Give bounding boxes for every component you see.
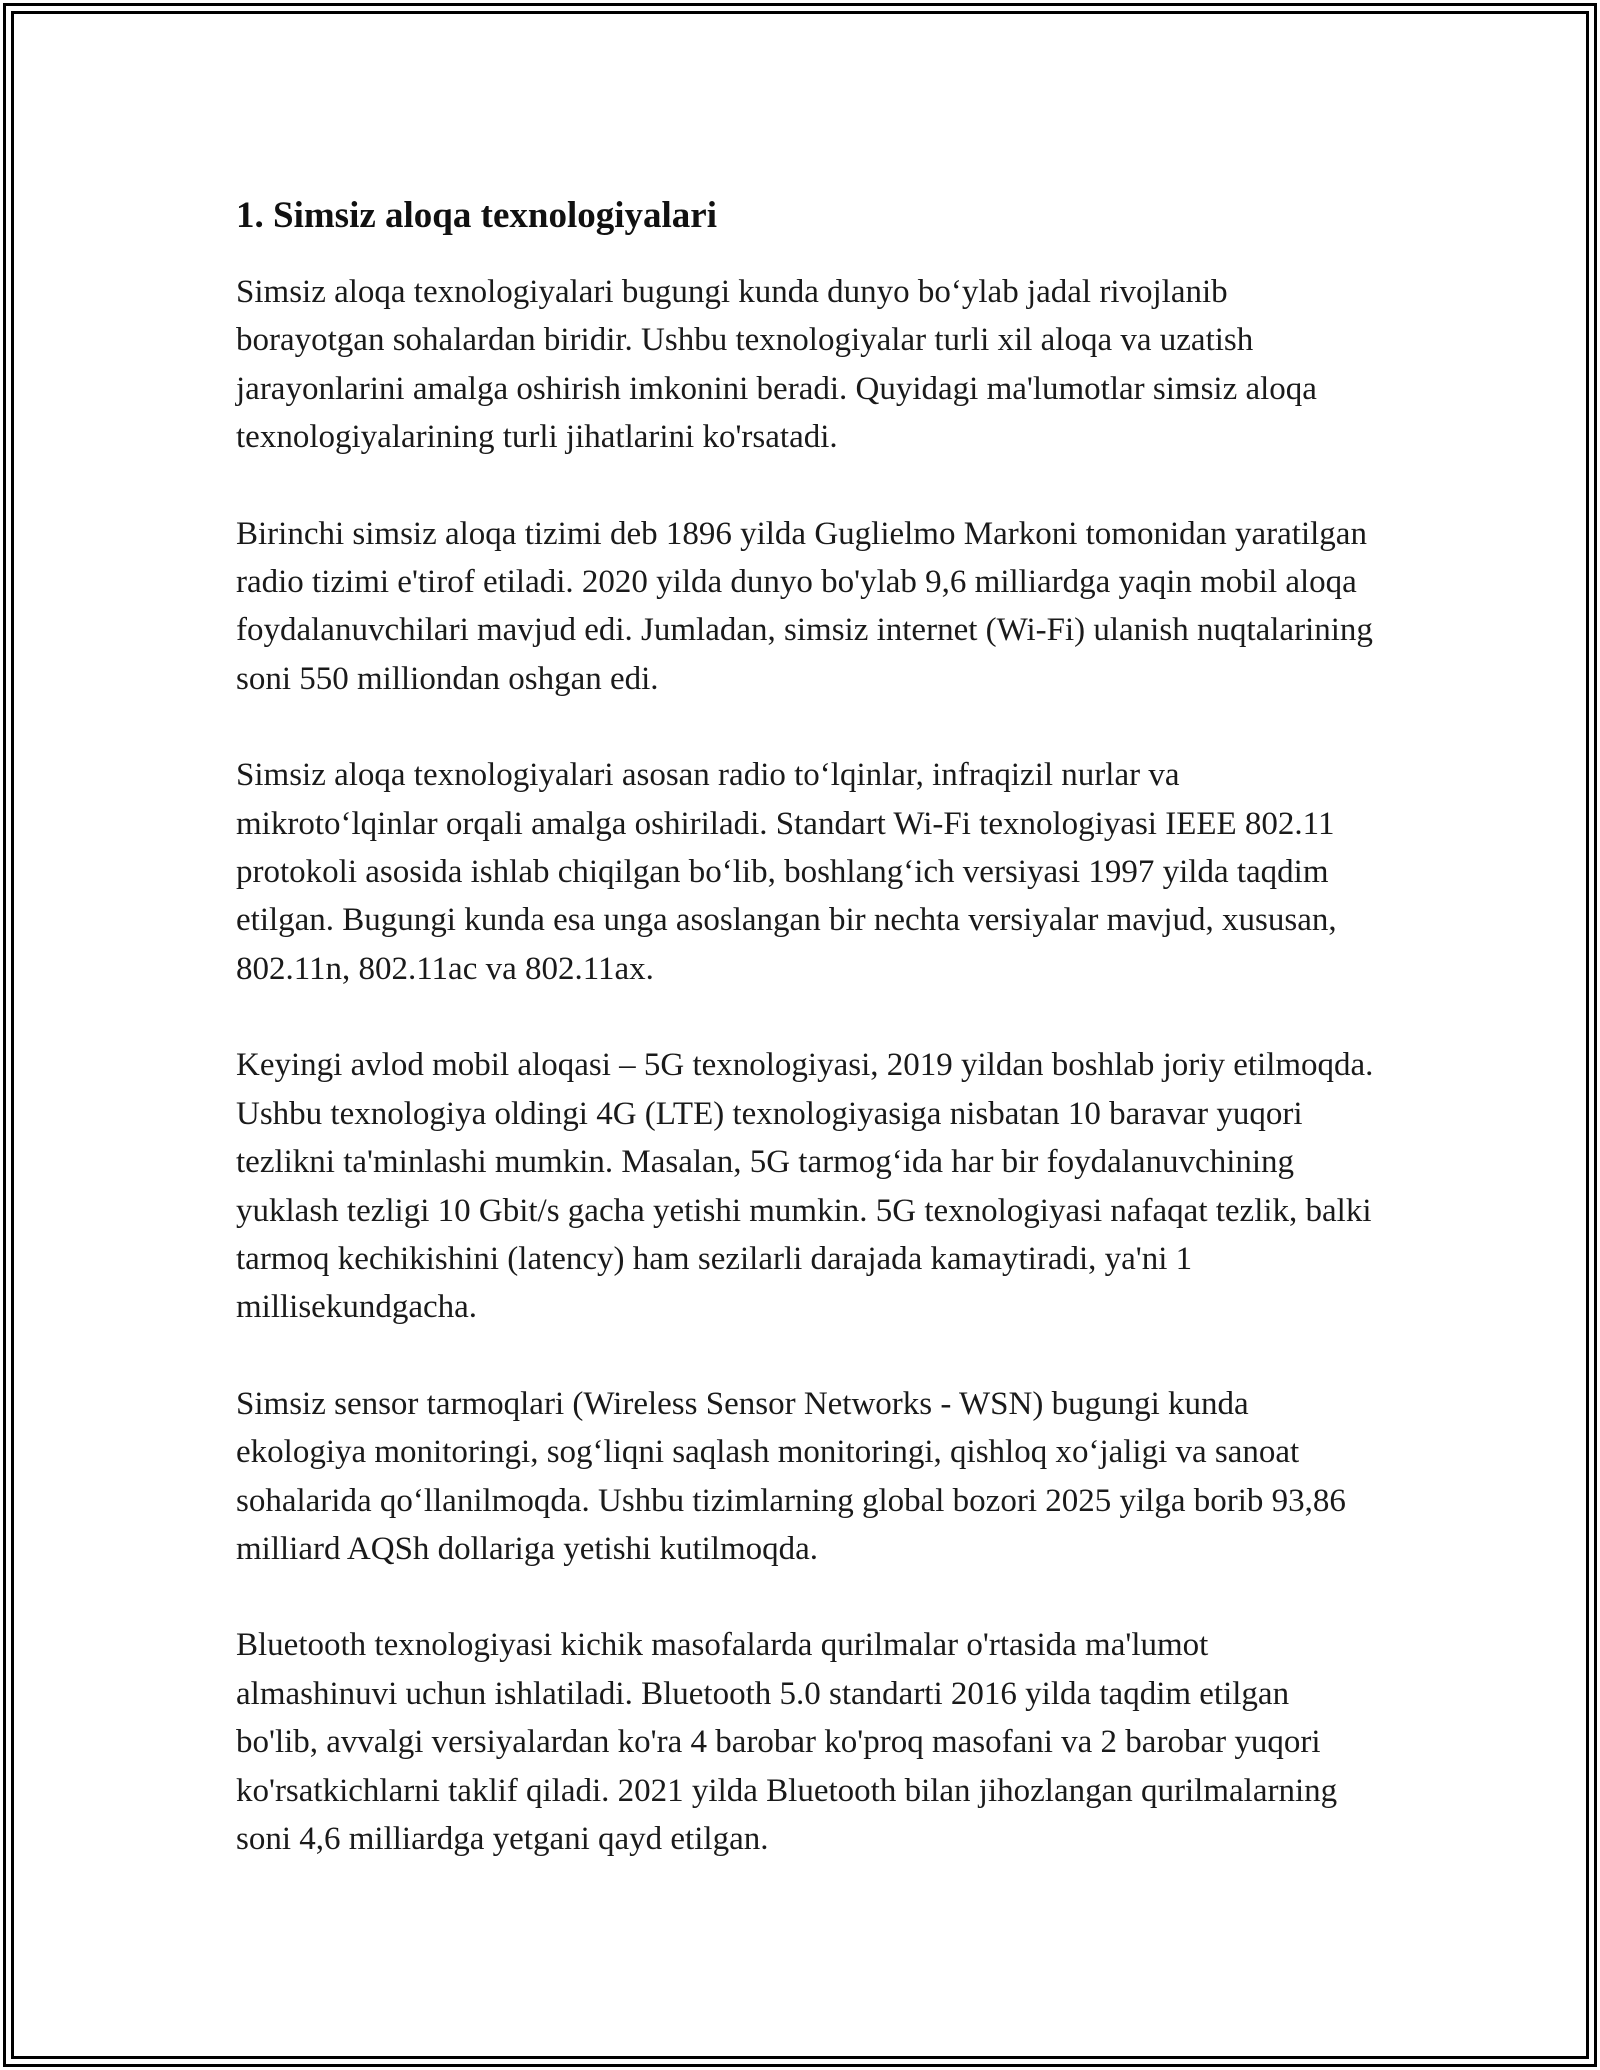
document-body (236, 188, 1376, 1911)
paragraph-intro: Simsiz aloqa texnologiyalari bugungi kunda dunyo bo‘ylab jadal rivojlanib borayotgan sohalardan biridir. Ushbu texnologiyalar turli xil aloqa va uzatish jarayonlarini amalga oshirish imkonini beradi. Quyidagi ma'lumotlar simsiz aloqa texnologiyalarining turli jihatlarini ko'rsatadi. (236, 274, 1317, 456)
paragraph-wifi: Simsiz aloqa texnologiyalari asosan radio to‘lqinlar, infraqizil nurlar va mikroto‘lqinlar orqali amalga oshiriladi. Standart Wi-Fi texnologiyasi IEEE 802.11 protokoli asosida ishlab chiqilgan bo‘lib, boshlang‘ich versiyasi 1997 yilda taqdim etilgan. Bugungi kunda esa unga asoslangan bir nechta versiyalar mavjud, xususan, 802.11n, 802.11ac va 802.11ax. (236, 757, 1337, 987)
paragraph-5g: Keyingi avlod mobil aloqasi – 5G texnologiyasi, 2019 yildan boshlab joriy etilmoqda. Ushbu texnologiya oldingi 4G (LTE) texnologiyasiga nisbatan 10 baravar yuqori tezlikni ta'minlashi mumkin. Masalan, 5G tarmog‘ida har bir foydalanuvchining yuklash tezligi 10 Gbit/s gacha yetishi mumkin. 5G texnologiyasi nafaqat tezlik, balki tarmoq kechikishini (latency) ham sezilarli darajada kamaytiradi, ya'ni 1 millisekundgacha. (236, 1047, 1374, 1326)
paragraph-bluetooth: Bluetooth texnologiyasi kichik masofalarda qurilmalar o'rtasida ma'lumot almashinuvi uchun ishlatiladi. Bluetooth 5.0 standarti 2016 yilda taqdim etilgan bo'lib, avvalgi versiyalardan ko'ra 4 barobar ko'proq masofani va 2 barobar yuqori ko'rsatkichlarni taklif qiladi. 2021 yilda Bluetooth bilan jihozlangan qurilmalarning soni 4,6 milliardga yetgani qayd etilgan. (236, 1627, 1338, 1857)
paragraph-wsn: Simsiz sensor tarmoqlari (Wireless Sensor Networks - WSN) bugungi kunda ekologiya monitoringi, sog‘liqni saqlash monitoringi, qishloq xo‘jaligi va sanoat sohalarida qo‘llanilmoqda. Ushbu tizimlarning global bozori 2025 yilga borib 93,86 milliard AQSh dollariga yetishi kutilmoqda. (236, 1385, 1346, 1567)
paragraph-history: Birinchi simsiz aloqa tizimi deb 1896 yilda Guglielmo Markoni tomonidan yaratilgan radio tizimi e'tirof etiladi. 2020 yilda dunyo bo'ylab 9,6 milliardga yaqin mobil aloqa foydalanuvchilari mavjud edi. Jumladan, simsiz internet (Wi-Fi) ulanish nuqtalarining soni 550 milliondan oshgan edi. (236, 515, 1373, 697)
section-title: 1. Simsiz aloqa texnologiyalari (236, 195, 717, 236)
